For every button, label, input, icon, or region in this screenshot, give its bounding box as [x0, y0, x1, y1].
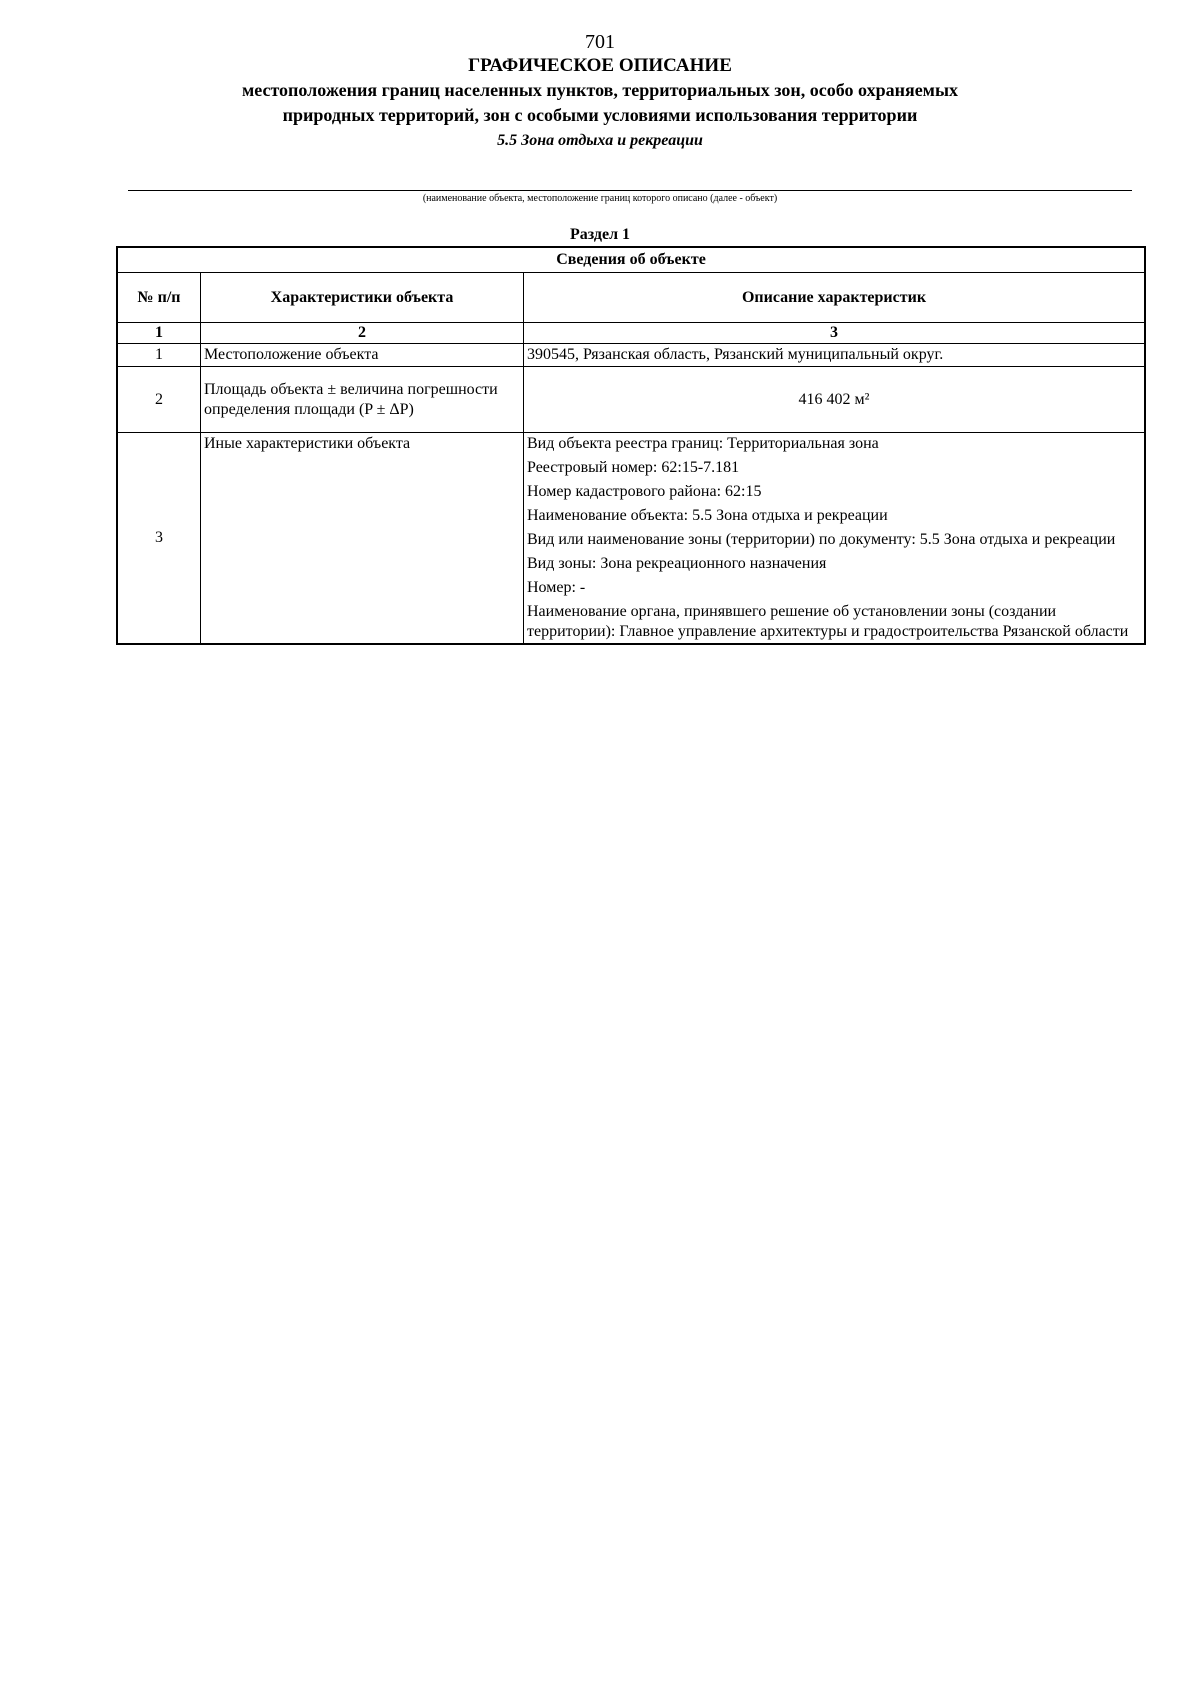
column-index: 3 [524, 323, 1146, 344]
description-line: Номер: - [527, 579, 586, 596]
row-description: 390545, Рязанская область, Рязанский муниципальный округ. [524, 344, 1146, 367]
description-line: Вид или наименование зоны (территории) по документу: 5.5 Зона отдыха и рекреации [527, 531, 1116, 548]
column-index: 2 [201, 323, 524, 344]
object-name: 5.5 Зона отдыха и рекреации [497, 132, 703, 149]
row-description-list [524, 433, 1146, 645]
row-description: 416 402 м² [524, 367, 1146, 433]
description-line: Вид зоны: Зона рекреационного назначения [527, 555, 827, 572]
row-characteristic: Местоположение объекта [201, 344, 524, 367]
table-title: Сведения об объекте [117, 247, 1145, 273]
object-info-table [116, 246, 1146, 645]
document-subtitle: местоположения границ населенных пунктов, территориальных зон, особо охраняемых природных территорий, зон с особыми условиями использования территории [241, 80, 958, 125]
object-name-caption: (наименование объекта, местоположение границ которого описано (далее - объект) [422, 193, 778, 204]
description-line: Номер кадастрового района: 62:15 [527, 483, 762, 500]
table-header-row [117, 273, 1145, 323]
table-row [117, 344, 1145, 367]
object-name-underline [128, 190, 1132, 191]
column-header-characteristic: Характеристики объекта [201, 273, 524, 323]
table-row [117, 367, 1145, 433]
description-line: Вид объекта реестра границ: Территориальная зона [527, 435, 879, 452]
column-index-row [117, 323, 1145, 344]
row-number: 3 [117, 433, 201, 645]
page-number: 701 [585, 31, 615, 53]
description-line: Наименование органа, принявшего решение об установлении зоны (создании территории): Главное управление архитектуры и градостроительства Рязанской области [527, 603, 1129, 640]
column-header-description: Описание характеристик [524, 273, 1146, 323]
document-title: ГРАФИЧЕСКОЕ ОПИСАНИЕ [468, 55, 732, 76]
column-header-number: № п/п [117, 273, 201, 323]
table-row [117, 433, 1145, 645]
row-characteristic: Площадь объекта ± величина погрешности определения площади (P ± ΔP) [201, 367, 524, 433]
column-index: 1 [117, 323, 201, 344]
row-characteristic: Иные характеристики объекта [201, 433, 524, 645]
description-line: Реестровый номер: 62:15-7.181 [527, 459, 740, 476]
section-title: Раздел 1 [569, 226, 631, 243]
description-line: Наименование объекта: 5.5 Зона отдыха и рекреации [527, 507, 888, 524]
table-title-row [117, 247, 1145, 273]
document-header [0, 30, 1200, 152]
row-number: 2 [117, 367, 201, 433]
row-number: 1 [117, 344, 201, 367]
